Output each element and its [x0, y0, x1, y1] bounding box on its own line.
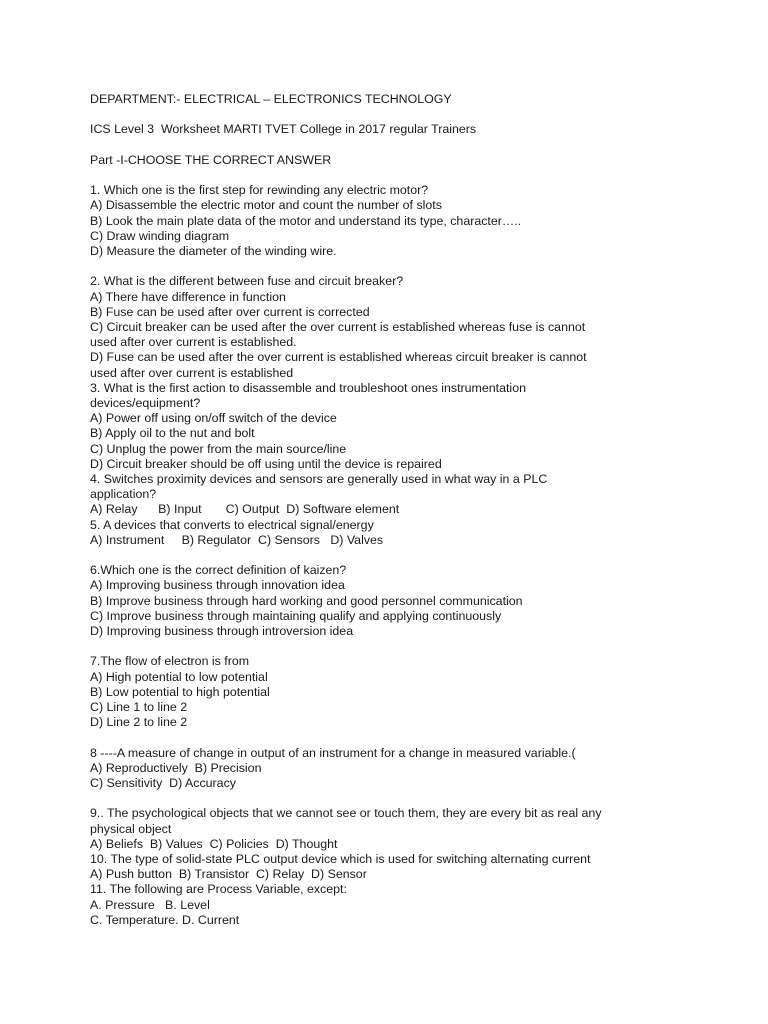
question-stem: 2. What is the different between fuse and circuit breaker? — [90, 274, 404, 289]
option-a: A) Improving business through innovation idea — [90, 578, 345, 593]
question-stem: 1. Which one is the first step for rewinding any electric motor? — [90, 183, 429, 198]
question-stem-continued: devices/equipment? — [90, 396, 201, 410]
option-d-continued: used after over current is established — [90, 365, 294, 380]
option-b: B) Look the main plate data of the motor and understand its type, character….. — [90, 213, 522, 228]
question-stem: 11. The following are Process Variable, except: — [90, 882, 347, 897]
question-3 — [90, 381, 690, 472]
option-d: D) Line 2 to line 2 — [90, 715, 188, 730]
options-row: A) Instrument B) Regulator C) Sensors D) Valves — [90, 532, 384, 547]
question-stem: 9.. The psychological objects that we cannot see or touch them, they are every bit as real any — [90, 806, 602, 821]
question-stem: 3. What is the first action to disassemble and troubleshoot ones instrumentation — [90, 380, 526, 395]
question-7 — [90, 654, 690, 730]
option-a: A) There have difference in function — [90, 289, 286, 304]
option-b: B) Apply oil to the nut and bolt — [90, 426, 255, 441]
option-b: B) Improve business through hard working and good personnel communication — [90, 593, 523, 608]
option-c: C) Circuit breaker can be used after the over current is established whereas fuse is cannot — [90, 319, 586, 334]
option-a: A) Disassemble the electric motor and count the number of slots — [90, 198, 442, 213]
options-row: A) Relay B) Input C) Output D) Software element — [90, 502, 400, 517]
question-stem: 6.Which one is the correct definition of kaizen? — [90, 563, 347, 578]
option-b: B) Low potential to high potential — [90, 684, 270, 699]
part-title: Part -I-CHOOSE THE CORRECT ANSWER — [90, 152, 332, 167]
question-2 — [90, 274, 690, 380]
option-d: D) Circuit breaker should be off using until the device is repaired — [90, 456, 442, 471]
option-d: D) Improving business through introversion idea — [90, 624, 354, 639]
option-d: D) Fuse can be used after the over current is established whereas circuit breaker is cannot — [90, 350, 587, 365]
question-9 — [90, 806, 690, 852]
option-d: D) Measure the diameter of the winding wire. — [90, 243, 337, 258]
question-stem-continued: physical object — [90, 821, 172, 836]
option-a: A) High potential to low potential — [90, 669, 268, 684]
options-row-cd: C. Temperature. D. Current — [90, 912, 240, 927]
option-c-continued: used after over current is established. — [90, 335, 297, 350]
worksheet-title: ICS Level 3 Worksheet MARTI TVET College in 2017 regular Trainers — [90, 122, 477, 137]
question-10 — [90, 852, 690, 882]
question-stem: 10. The type of solid-state PLC output device which is used for switching alternating current — [90, 852, 591, 867]
question-4 — [90, 472, 690, 518]
question-1 — [90, 183, 690, 259]
question-stem: 5. A devices that converts to electrical signal/energy — [90, 517, 374, 532]
options-row: A) Beliefs B) Values C) Policies D) Thought — [90, 836, 338, 851]
question-8 — [90, 746, 690, 792]
question-stem: 4. Switches proximity devices and sensors are generally used in what way in a PLC — [90, 472, 548, 487]
worksheet-page — [90, 92, 690, 928]
department-heading: DEPARTMENT:- ELECTRICAL – ELECTRONICS TECHNOLOGY — [90, 92, 452, 106]
option-c: C) Line 1 to line 2 — [90, 700, 188, 715]
option-c: C) Improve business through maintaining qualify and applying continuously — [90, 608, 502, 623]
option-b: B) Fuse can be used after over current is corrected — [90, 304, 370, 319]
question-6 — [90, 563, 690, 639]
question-stem: 8 ----A measure of change in output of an instrument for a change in measured variable.( — [90, 745, 576, 760]
question-11 — [90, 882, 690, 928]
option-c: C) Draw winding diagram — [90, 228, 230, 243]
question-stem: 7.The flow of electron is from — [90, 654, 250, 669]
option-a: A) Power off using on/off switch of the device — [90, 411, 337, 426]
option-c: C) Unplug the power from the main source/line — [90, 441, 347, 456]
question-5 — [90, 518, 690, 548]
options-row: A) Push button B) Transistor C) Relay D) Sensor — [90, 867, 367, 882]
options-row-ab: A. Pressure B. Level — [90, 897, 210, 912]
question-stem-continued: application? — [90, 487, 157, 502]
options-row-cd: C) Sensitivity D) Accuracy — [90, 776, 236, 791]
options-row-ab: A) Reproductively B) Precision — [90, 760, 262, 775]
